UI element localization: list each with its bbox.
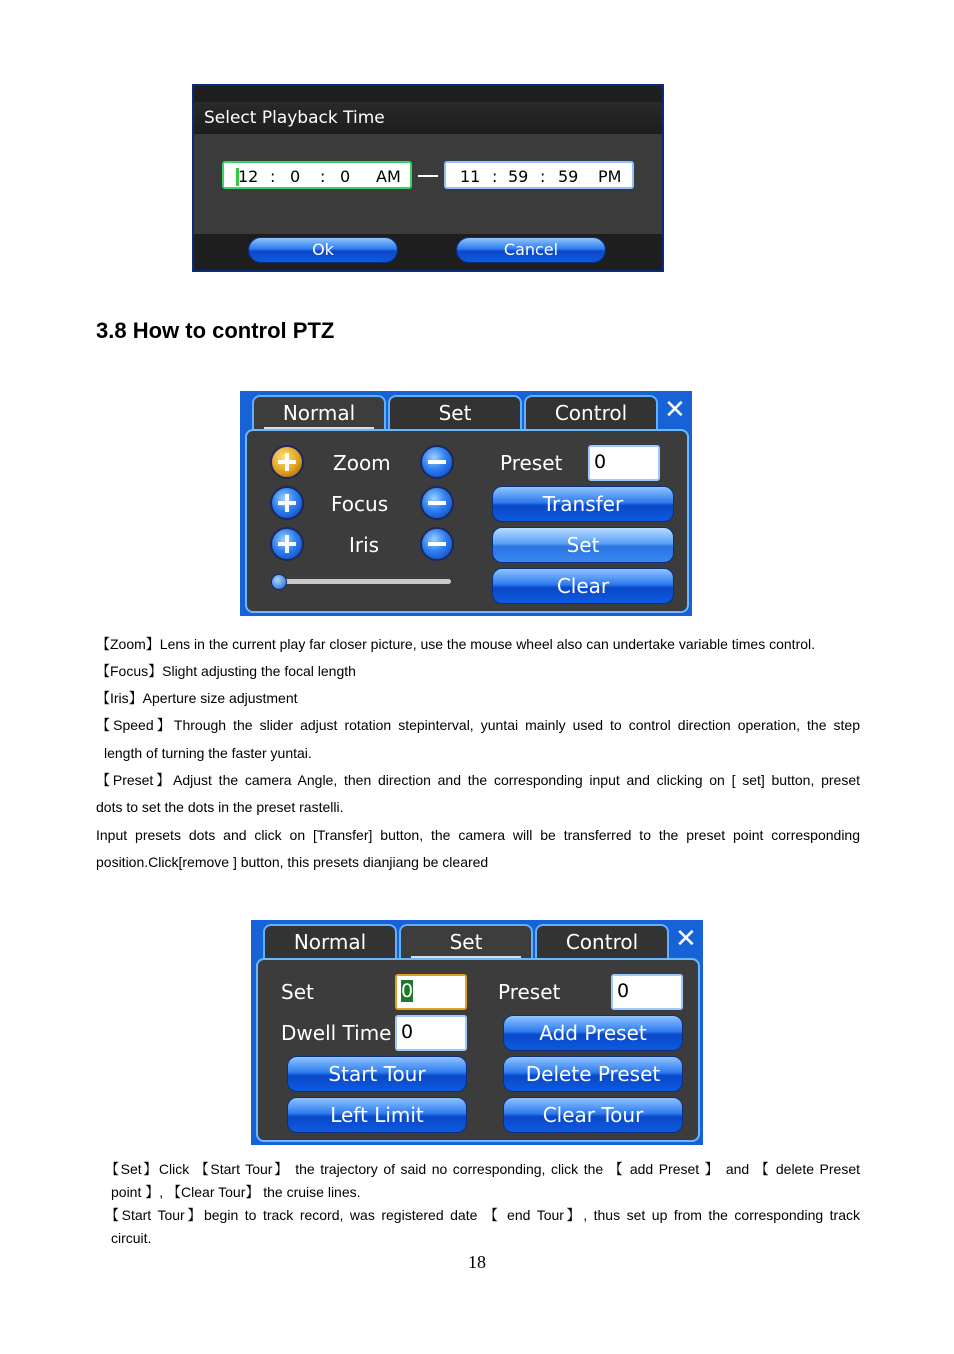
iris-open-icon[interactable] [270,527,304,561]
tab-normal[interactable] [263,924,397,960]
clear-tour-button[interactable]: Clear Tour [503,1097,683,1133]
section-heading: 3.8 How to control PTZ [96,318,335,343]
ok-button[interactable]: Ok [248,237,398,263]
ptz-set-panel [251,920,703,1145]
preset-label: Preset [500,451,563,475]
set-input-value: 0 [401,980,414,1002]
dialog-title: Select Playback Time [204,108,385,128]
add-preset-button[interactable]: Add Preset [503,1015,683,1051]
dialog-top-bar [194,86,662,102]
preset-description-line1: 【Preset】Adjust the camera Angle, then direction and the corresponding input and clicking on [ set] button, preset [96,772,860,788]
clear-button[interactable]: Clear [492,568,674,604]
end-second[interactable]: 59 [558,167,579,186]
ptz-set-content [256,958,700,1142]
tab-control-label: Control [565,930,639,954]
ptz-normal-panel [240,391,692,616]
iris-label: Iris [349,533,380,557]
separator: : [270,167,276,186]
cancel-button[interactable]: Cancel [456,237,606,263]
start-hour[interactable]: 12 [238,167,259,186]
tab-set[interactable] [399,924,533,960]
focus-in-icon[interactable] [270,486,304,520]
preset-label: Preset [498,980,561,1004]
speed-description-line2: length of turning the faster yuntai. [104,745,312,761]
zoom-label: Zoom [333,451,391,475]
set-input[interactable] [395,974,467,1010]
start-time-field[interactable] [222,161,412,189]
tab-normal[interactable] [252,395,386,431]
tab-normal-label: Normal [282,401,356,425]
end-ampm[interactable]: PM [598,167,622,186]
focus-description: 【Focus】Slight adjusting the focal length [96,663,356,679]
end-hour[interactable]: 11 [460,167,481,186]
tab-set-label: Set [438,401,472,425]
iris-description: 【Iris】Aperture size adjustment [96,690,298,706]
set-description-line2: point 】, 【Clear Tour】 the cruise lines. [111,1184,361,1200]
focus-out-icon[interactable] [420,486,454,520]
iris-close-icon[interactable] [420,527,454,561]
zoom-description: 【Zoom】Lens in the current play far closer picture, use the mouse wheel also can undertake variable times control. [96,636,816,652]
start-ampm[interactable]: AM [376,167,401,186]
close-icon[interactable]: ✕ [664,395,686,425]
set-label: Set [281,980,314,1004]
tab-normal-label: Normal [293,930,367,954]
zoom-in-icon[interactable] [270,445,304,479]
start-tour-description-line1: 【Start Tour】begin to track record, was registered date 【 end Tour】, thus set up from the corresponding track [105,1207,860,1223]
dwell-time-input[interactable]: 0 [395,1015,467,1051]
tab-set[interactable] [388,395,522,431]
speed-slider-handle[interactable] [271,574,287,590]
left-limit-button[interactable]: Left Limit [287,1097,467,1133]
tab-set-label: Set [449,930,483,954]
delete-preset-button[interactable]: Delete Preset [503,1056,683,1092]
dwell-time-label: Dwell Time [281,1021,392,1045]
preset-input[interactable]: 0 [611,974,683,1010]
tab-control-label: Control [554,401,628,425]
preset-description-line2: dots to set the dots in the preset rastelli. [96,799,344,815]
end-time-field[interactable] [444,161,634,189]
tab-control[interactable] [535,924,669,960]
separator: : [540,167,546,186]
speed-description-line1: 【Speed】Through the slider adjust rotation stepinterval, yuntai mainly used to control direction operation, the step [96,717,860,733]
set-button[interactable]: Set [492,527,674,563]
set-description-line1: 【Set】Click 【Start Tour】 the trajectory of said no corresponding, click the 【 add Preset 】 and 【 delete Preset [105,1161,860,1177]
preset-input[interactable]: 0 [588,445,660,481]
start-minute[interactable]: 0 [290,167,301,186]
separator: : [492,167,498,186]
range-dash [418,175,438,177]
end-minute[interactable]: 59 [508,167,529,186]
transfer-description-line1: Input presets dots and click on [Transfer] button, the camera will be transferred to the preset point corresponding [96,827,860,843]
dialog-title-bar [194,102,662,134]
playback-time-dialog [192,84,664,272]
ptz-normal-content [245,429,689,613]
close-icon[interactable]: ✕ [675,924,697,954]
start-second[interactable]: 0 [340,167,351,186]
transfer-button[interactable]: Transfer [492,486,674,522]
start-tour-description-line2: circuit. [111,1230,152,1246]
transfer-description-line2: position.Click[remove ] button, this presets dianjiang be cleared [96,854,489,870]
zoom-out-icon[interactable] [420,445,454,479]
start-tour-button[interactable]: Start Tour [287,1056,467,1092]
separator: : [320,167,326,186]
speed-slider-track[interactable] [277,579,451,584]
page-number: 18 [468,1252,486,1272]
focus-label: Focus [331,492,389,516]
tab-control[interactable] [524,395,658,431]
